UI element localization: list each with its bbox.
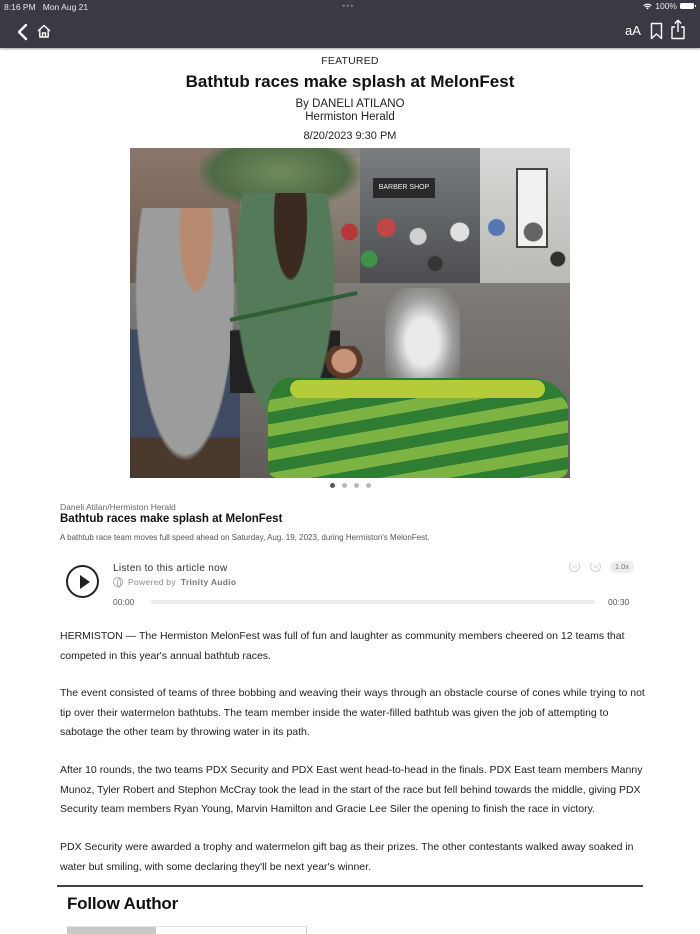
- article-paragraph: PDX Security were awarded a trophy and watermelon gift bag as their prizes. The other contestants walked away soaked in water but smiling, with some declaring they'll be next year's winner.: [60, 841, 634, 873]
- carousel-dot[interactable]: [342, 483, 347, 488]
- follow-author-heading: Follow Author: [67, 894, 179, 913]
- carousel-dots: [0, 483, 700, 488]
- home-icon[interactable]: [36, 23, 52, 39]
- forward-10-icon[interactable]: 10: [590, 561, 601, 572]
- playback-speed-button[interactable]: 1.0x: [610, 561, 634, 573]
- article-paragraph: HERMISTON — The Hermiston MelonFest was full of fun and laughter as community members cheered on 12 teams that competed in this year's annual bathtub races.: [60, 630, 625, 662]
- rewind-10-icon[interactable]: 10: [569, 561, 580, 572]
- photo-person: [130, 208, 240, 478]
- audio-player: [60, 560, 640, 610]
- carousel-dot[interactable]: [330, 483, 335, 488]
- battery-percent: 100%: [655, 1, 677, 11]
- bookmark-icon[interactable]: [650, 22, 663, 40]
- byline: [0, 98, 700, 124]
- status-bar: [0, 0, 700, 13]
- powered-brand[interactable]: Trinity Audio: [180, 577, 237, 587]
- status-right: [643, 1, 694, 11]
- publish-date: 8/20/2023 9:30 PM: [303, 130, 397, 142]
- battery-icon: [680, 3, 694, 9]
- photo-sign: BARBER SHOP: [373, 178, 435, 198]
- chevron-left-icon[interactable]: [14, 22, 32, 42]
- article-photo[interactable]: [130, 148, 570, 478]
- article-paragraph: After 10 rounds, the two teams PDX Security and PDX East went head-to-head in the finals. PDX East team members Manny Munoz, Tyler Robert and Stephon McCray took the lead in the start of the race but fell behind towards the middle, giving PDX Security team members Ryan Young, Marvin Hamilton and Gracie Lee Siler the opening to finish the race in victory.: [60, 764, 643, 815]
- globe-icon[interactable]: [113, 577, 123, 587]
- play-button[interactable]: [66, 565, 99, 598]
- current-time: 00:00: [113, 597, 135, 607]
- multitask-dots[interactable]: •••: [342, 1, 355, 11]
- page-title: Bathtub races make splash at MelonFest: [185, 72, 515, 91]
- author-name[interactable]: By DANELI ATILANO: [295, 98, 405, 110]
- total-time: 00:30: [608, 597, 630, 607]
- powered-prefix: Powered by: [128, 577, 176, 587]
- carousel-dot[interactable]: [354, 483, 359, 488]
- listen-label: Listen to this article now: [113, 563, 228, 574]
- article-paragraph: The event consisted of teams of three bobbing and weaving their ways through an obstacle course of cones while trying to not tip over their watermelon bathtubs. The team member inside the water-filled bathtub was given the job of attempting to sabotage the other team by throwing water in its path.: [60, 687, 645, 738]
- photo-water-splash: [385, 288, 460, 378]
- author-image: [67, 927, 156, 934]
- progress-slider[interactable]: [151, 600, 595, 604]
- carousel-dot[interactable]: [366, 483, 371, 488]
- wifi-icon: [643, 3, 652, 10]
- text-size-button[interactable]: aA: [625, 23, 641, 38]
- section-label: FEATURED: [321, 55, 379, 67]
- photo-credit: Daneli Atilan/Hermiston Herald: [60, 502, 176, 512]
- share-icon[interactable]: [670, 19, 686, 40]
- author-card[interactable]: [67, 926, 307, 934]
- top-bar: [0, 0, 700, 48]
- photo-caption-title: Bathtub races make splash at MelonFest: [60, 513, 283, 525]
- publication-name: Hermiston Herald: [305, 111, 395, 123]
- photo-person: [320, 346, 380, 396]
- section-divider: [57, 885, 643, 887]
- status-time: 8:16 PM Mon Aug 21: [4, 2, 89, 12]
- photo-caption: A bathtub race team moves full speed ahead on Saturday, Aug. 19, 2023, during Hermiston's MelonFest.: [60, 533, 430, 542]
- powered-by: [113, 577, 236, 587]
- photo-crowd: [325, 196, 570, 286]
